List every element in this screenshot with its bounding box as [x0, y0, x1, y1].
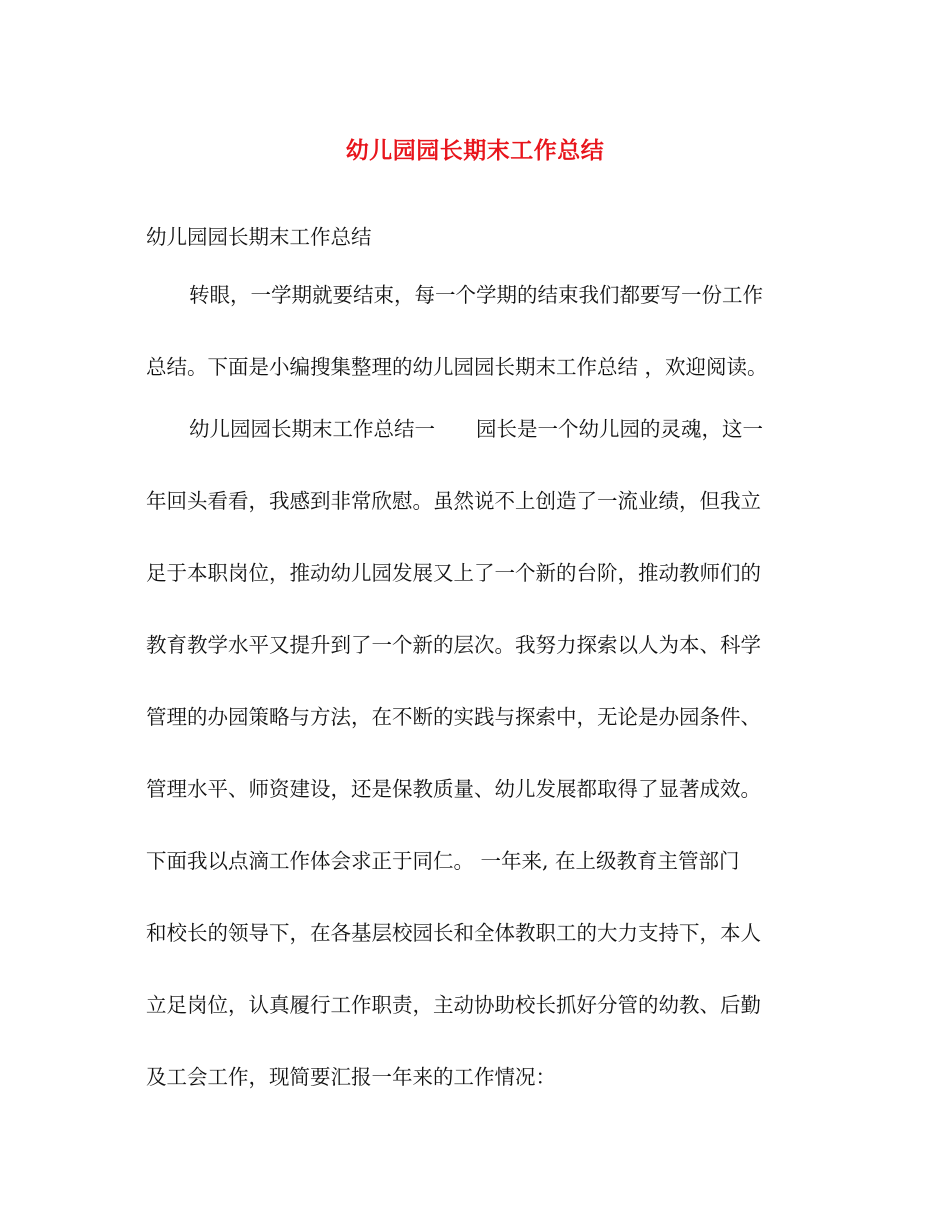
paragraph-line: 总结。下面是小编搜集整理的幼儿园园长期末工作总结 ，欢迎阅读。 [146, 355, 768, 379]
paragraph-line: 幼儿园园长期末工作总结一 园长是一个幼儿园的灵魂，这一 [189, 417, 763, 441]
paragraph-line: 足于本职岗位，推动幼儿园发展又上了一个新的台阶，推动教师们的 [146, 561, 761, 585]
paragraph-line: 下面我以点滴工作体会求正于同仁。 一年来, 在上级教育主管部门 [146, 849, 740, 873]
paragraph-line: 及工会工作，现简要汇报一年来的工作情况： [146, 1065, 556, 1089]
paragraph-line: 立足岗位，认真履行工作职责，主动协助校长抓好分管的幼教、后勤 [146, 993, 761, 1017]
paragraph-line: 管理水平、师资建设，还是保教质量、幼儿发展都取得了显著成效。 [146, 777, 761, 801]
paragraph-line: 管理的办园策略与方法，在不断的实践与探索中，无论是办园条件、 [146, 705, 761, 729]
paragraph-line: 和校长的领导下，在各基层校园长和全体教职工的大力支持下，本人 [146, 921, 761, 945]
paragraph-line: 年回头看看，我感到非常欣慰。虽然说不上创造了一流业绩，但我立 [146, 489, 761, 513]
document-title: 幼儿园园长期末工作总结 [345, 137, 605, 164]
document-subtitle: 幼儿园园长期末工作总结 [146, 225, 372, 249]
paragraph-line: 转眼，一学期就要结束，每一个学期的结束我们都要写一份工作 [189, 283, 763, 307]
paragraph-line: 教育教学水平又提升到了一个新的层次。我努力探索以人为本、科学 [146, 633, 761, 657]
